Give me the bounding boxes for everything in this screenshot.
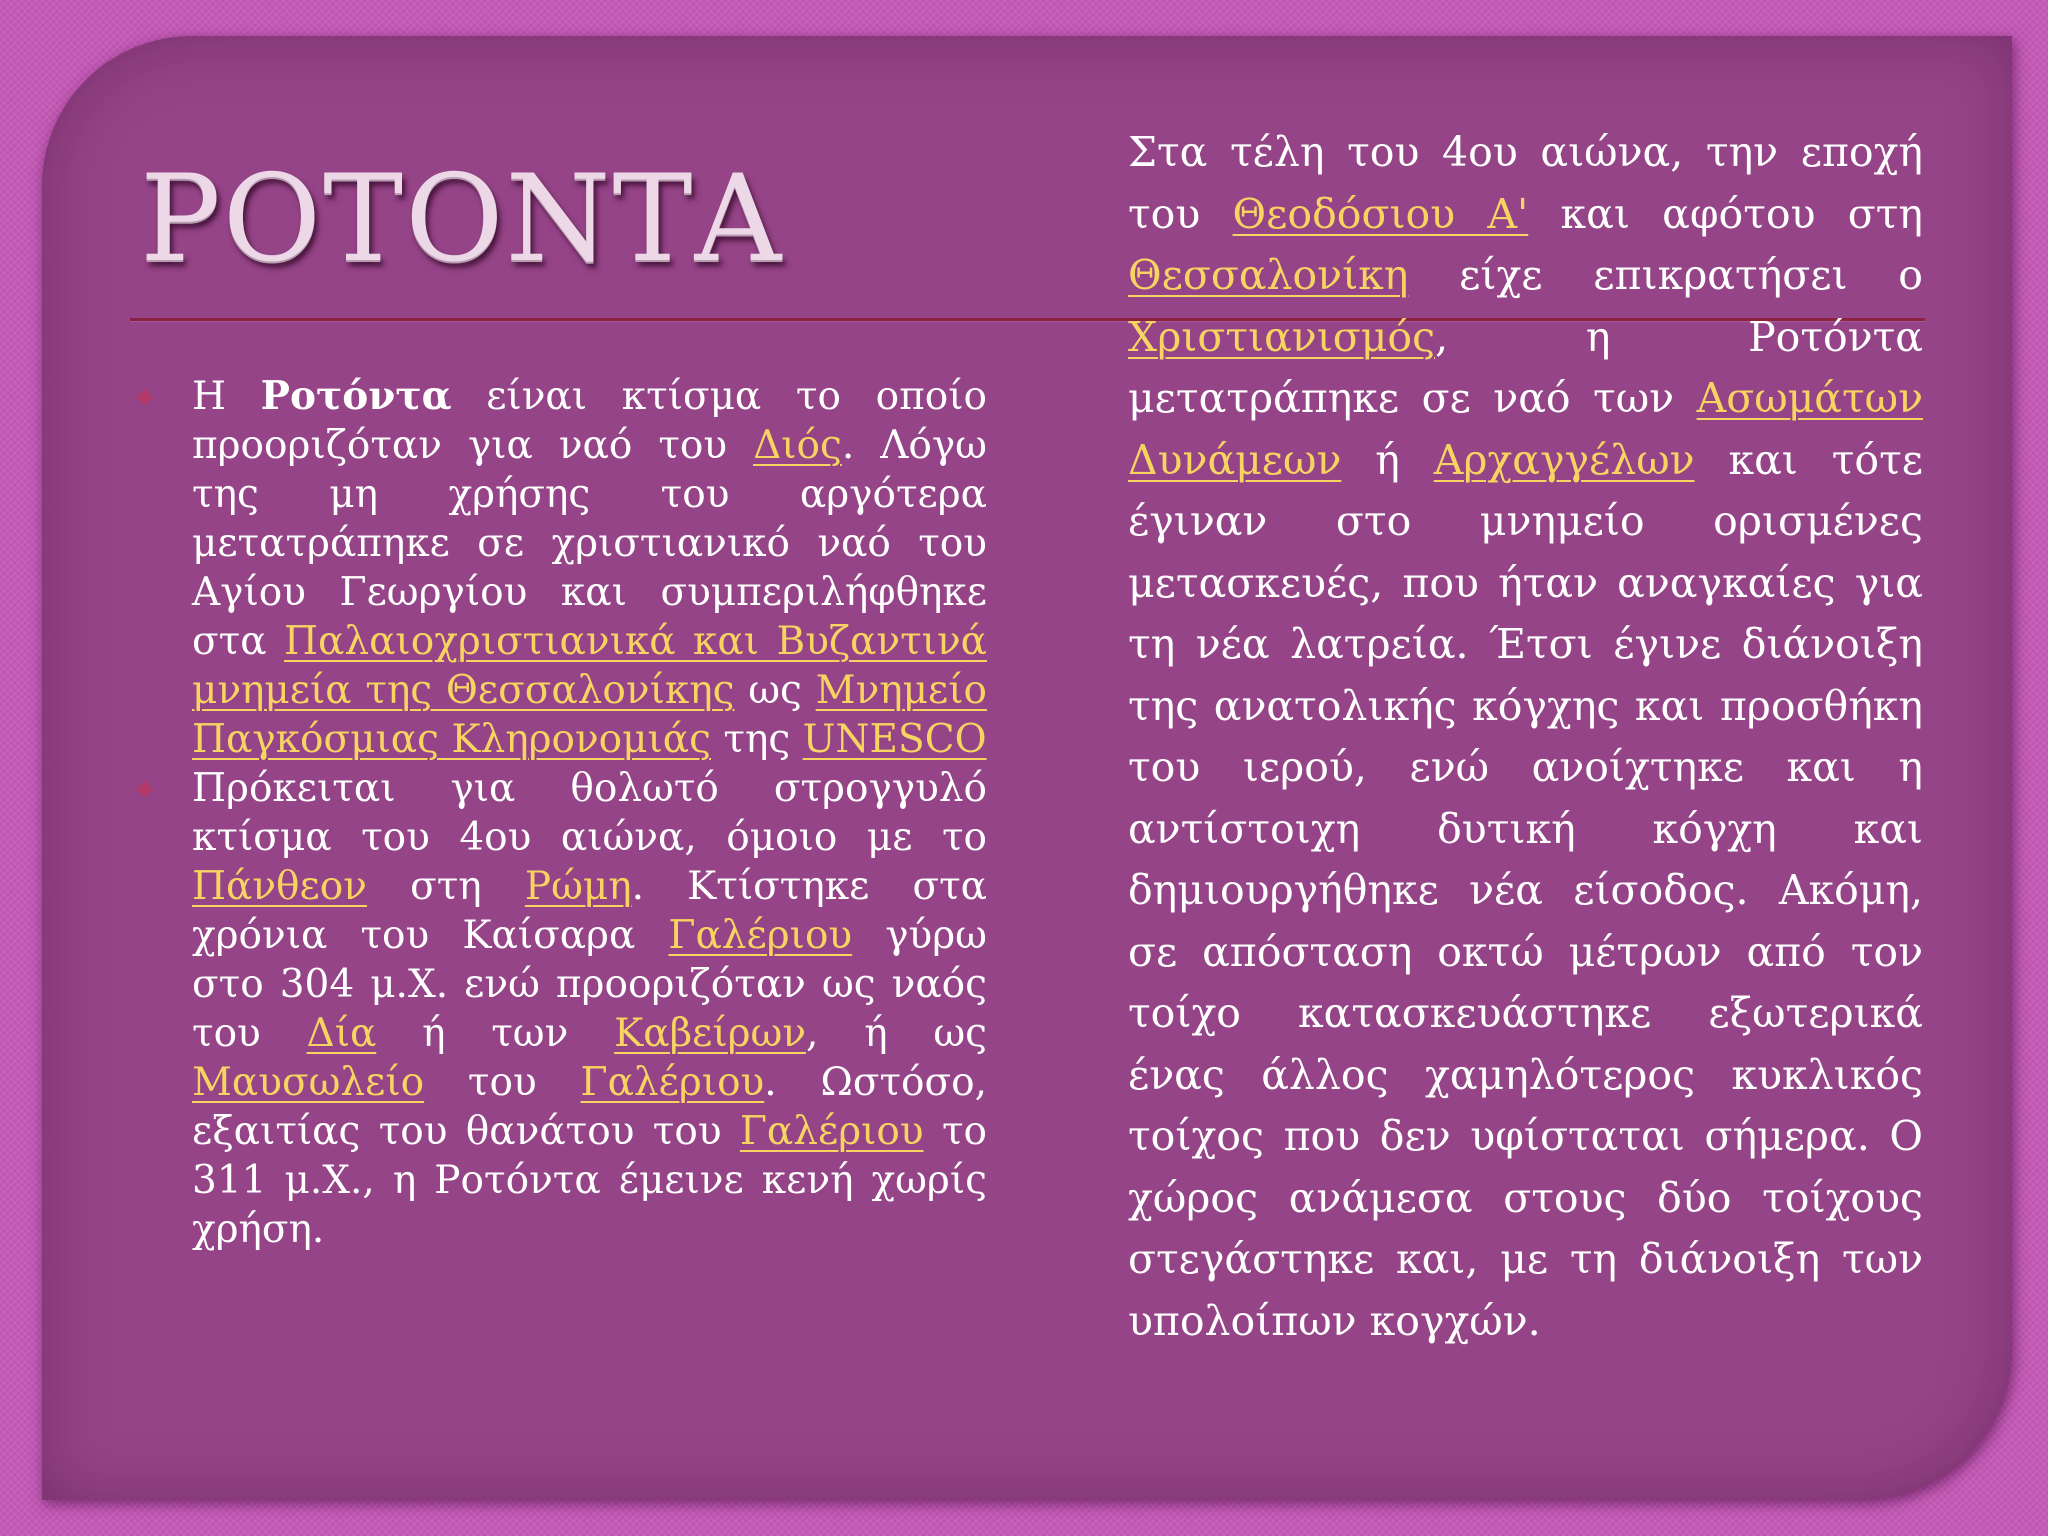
link-galerius[interactable]: Γαλέριου <box>580 1060 765 1105</box>
text: . Κτίστηκε στα χρόνια του Καίσαρα <box>192 864 987 958</box>
text: είχε επικρατήσει ο <box>1408 251 1923 299</box>
link-archangels[interactable]: Αρχαγγέλων <box>1433 435 1695 484</box>
bullet-item-2 <box>192 764 987 1254</box>
text: , η Ροτόντα μετατράπηκε σε ναό των <box>1128 312 1923 422</box>
bullet-item-1 <box>192 372 987 764</box>
link-asomaton[interactable]: Ασωμάτων Δυνάμεων <box>1128 374 1923 484</box>
text: ή <box>1341 435 1434 484</box>
text: στη <box>366 864 525 909</box>
link-theodosius[interactable]: Θεοδόσιου Α' <box>1232 189 1529 238</box>
text: του <box>424 1060 581 1105</box>
link-dios[interactable]: Διός <box>753 423 842 468</box>
text: Στα τέλη του 4ου αιώνα, την εποχή του <box>1128 128 1923 238</box>
link-kabeiroi[interactable]: Καβείρων <box>614 1011 807 1056</box>
text: γύρω στο 304 μ.Χ. ενώ προοριζόταν ως ναός του <box>192 913 987 1056</box>
text: της <box>710 717 803 762</box>
text: . Λόγω της μη χρήσης του αργότερα μετατράπηκε σε χριστιανικό ναό του Αγίου Γεωργίου και συμπεριλήφθηκε στα <box>192 423 987 664</box>
slide-title: ΡΟΤΟΝΤΑ <box>140 150 784 289</box>
link-mausoleum[interactable]: Μαυσωλείο <box>192 1060 425 1105</box>
link-paleochristian-monuments[interactable]: Παλαιοχριστιανικά και Βυζαντινά μνημεία της Θεσσαλονίκης <box>192 619 987 713</box>
link-christianity[interactable]: Χριστιανισμός <box>1128 312 1436 361</box>
link-unesco[interactable]: UNESCO <box>802 717 987 762</box>
text: , ή ως <box>806 1011 987 1056</box>
link-pantheon[interactable]: Πάνθεον <box>192 864 367 909</box>
link-galerius[interactable]: Γαλέριου <box>739 1109 924 1154</box>
text: το 311 μ.Χ., η Ροτόντα έμεινε κενή χωρίς χρήση. <box>192 1109 988 1252</box>
text: και τότε έγιναν στο μνημείο ορισμένες μετασκευές, που ήταν αναγκαίες για τη νέα λατρεία. Έτσι έγινε διάνοιξη της ανατολικής κόγχης και προσθήκη του ιερού, ενώ ανοίχτηκε και η αντίστοιχη δυτική κόγχη και δημιουργήθηκε νέα είσοδος. Ακόμη, σε απόσταση οκτώ μέτρων από τον τοίχο κατασκευάστηκε εξωτερικά ένας άλλος χαμηλότερος κυκλικός τοίχος που δεν υφίσταται σήμερα. Ο χώρος ανάμεσα στους δύο τοίχους στεγάστηκε και, με τη διάνοιξη των υπολοίπων κογχών. <box>1128 435 1923 1345</box>
right-column-paragraph <box>1128 122 1923 1352</box>
link-dia[interactable]: Δία <box>306 1011 377 1056</box>
text: Πρόκειται για θολωτό στρογγυλό κτίσμα του 4ου αιώνα, όμοιο με το <box>192 766 987 860</box>
link-world-heritage[interactable]: Μνημείο Παγκόσμιας Κληρονομιάς <box>192 668 987 762</box>
link-galerius[interactable]: Γαλέριου <box>668 913 853 958</box>
text: και αφότου στη <box>1528 189 1924 238</box>
text: είναι κτίσμα το οποίο προοριζόταν για ναό του <box>192 374 987 468</box>
text: ως <box>734 668 816 713</box>
bold-term: Ροτόντα <box>260 373 452 419</box>
link-rome[interactable]: Ρώμη <box>524 864 632 909</box>
text: ή των <box>376 1011 615 1056</box>
text: . Ωστόσο, εξαιτίας του θανάτου του <box>192 1060 987 1154</box>
left-column <box>192 372 987 1254</box>
link-thessaloniki[interactable]: Θεσσαλονίκη <box>1128 251 1409 299</box>
text: Η <box>192 374 261 419</box>
